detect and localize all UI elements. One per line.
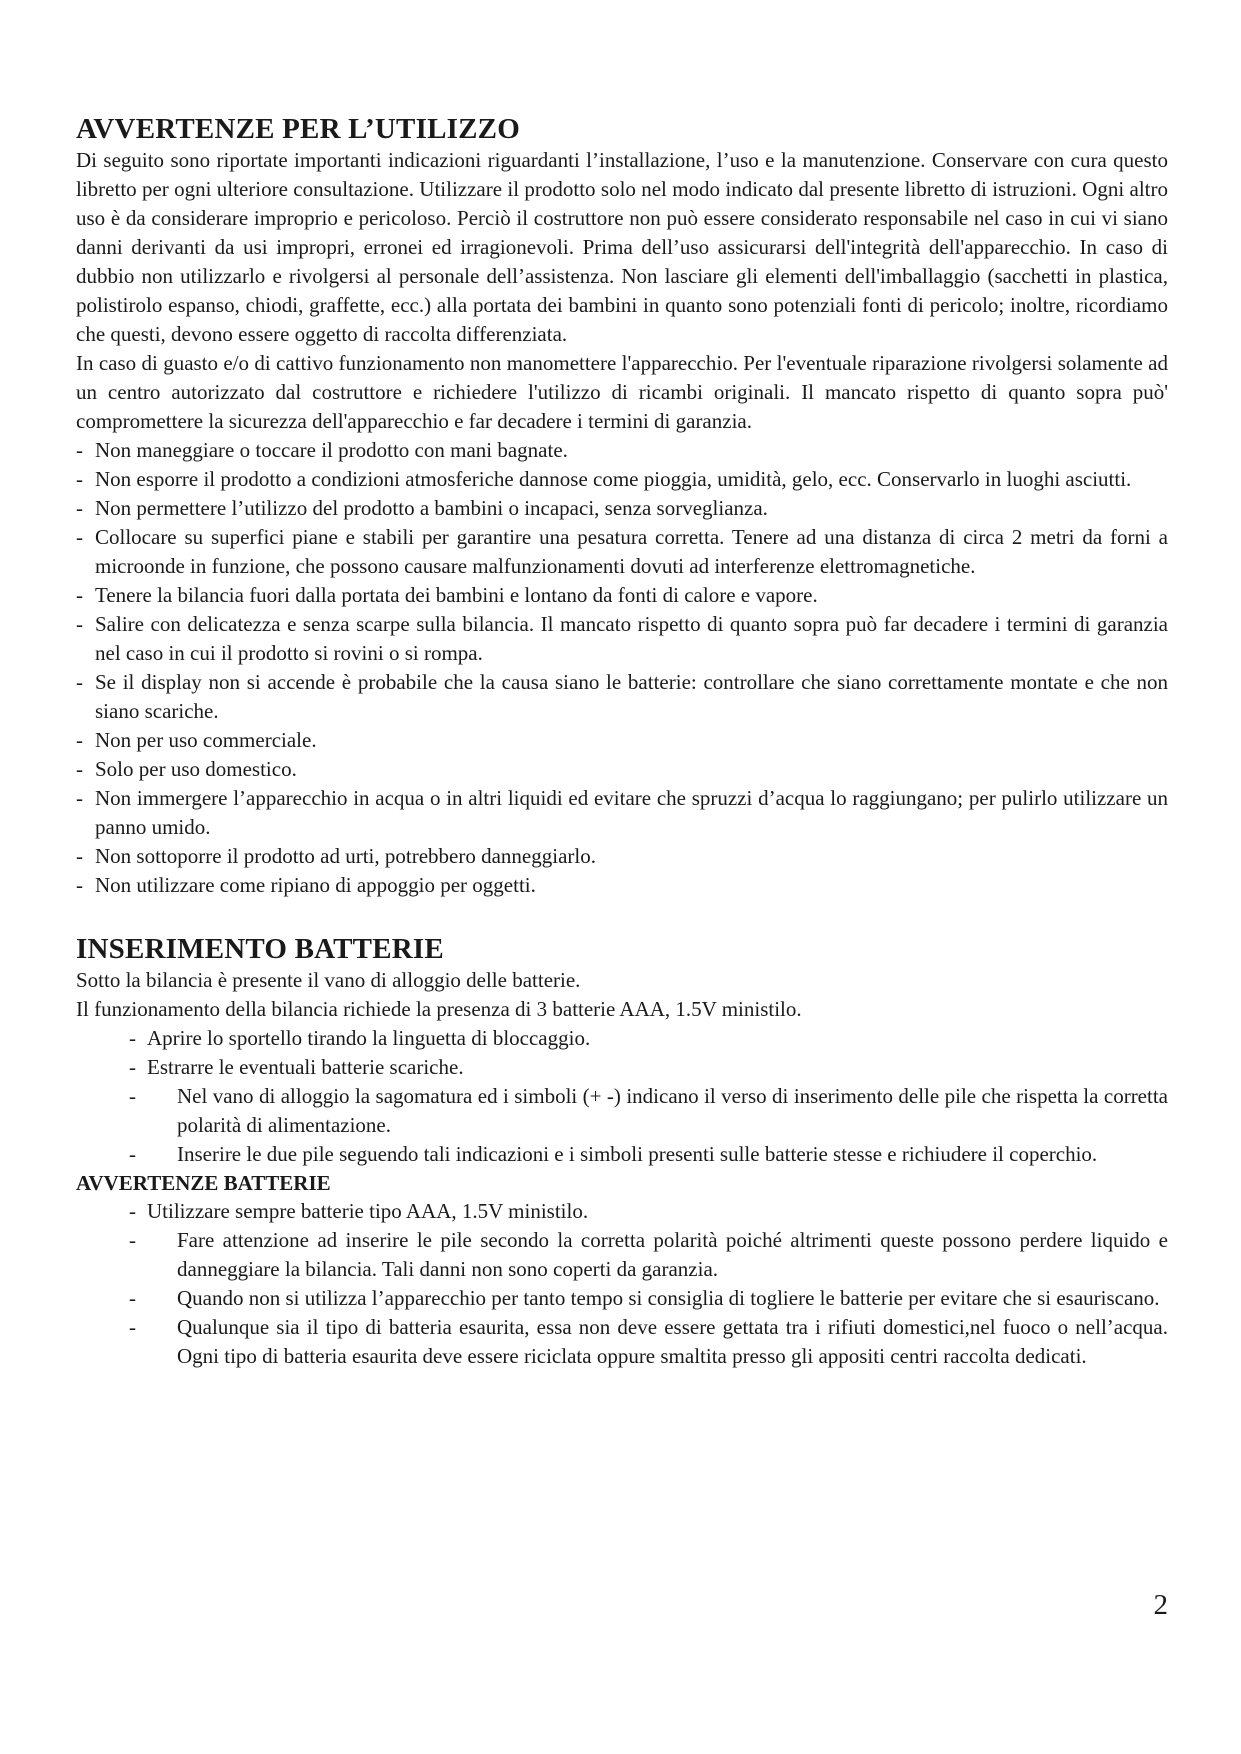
document-page <box>76 112 1168 1371</box>
list-item: - Non utilizzare come ripiano di appoggio per oggetti. <box>76 873 536 897</box>
list-item: - Non sottoporre il prodotto ad urti, potrebbero danneggiarlo. <box>76 844 596 868</box>
list-item: - Aprire lo sportello tirando la linguetta di bloccaggio. <box>129 1026 591 1050</box>
list-item: - Non permettere l’utilizzo del prodotto a bambini o incapaci, senza sorveglianza. <box>76 496 768 520</box>
list-item: - Utilizzare sempre batterie tipo AAA, 1.5V ministilo. <box>129 1199 589 1223</box>
list-item: - Quando non si utilizza l’apparecchio per tanto tempo si consiglia di togliere le batterie per evitare che si esauriscano. <box>129 1286 1160 1310</box>
list-item: - Non per uso commerciale. <box>76 728 317 752</box>
list-item: - Non maneggiare o toccare il prodotto con mani bagnate. <box>76 438 568 462</box>
list-item: - Inserire le due pile seguendo tali indicazioni e i simboli presenti sulle batterie stesse e richiudere il coperchio. <box>129 1142 1098 1166</box>
list-item: - Se il display non si accende è probabile che la causa siano le batterie: controllare che siano correttamente montate e che non siano scariche. <box>76 670 1168 723</box>
section-title-avvertenze-utilizzo: AVVERTENZE PER L’UTILIZZO <box>76 113 520 145</box>
page-number: 2 <box>1153 1589 1168 1621</box>
list-item: - Nel vano di alloggio la sagomatura ed i simboli (+ -) indicano il verso di inserimento delle pile che rispetta la corretta polarità di alimentazione. <box>129 1084 1168 1137</box>
list-item: - Tenere la bilancia fuori dalla portata dei bambini e lontano da fonti di calore e vapore. <box>76 583 818 607</box>
section-title-inserimento-batterie: INSERIMENTO BATTERIE <box>76 933 444 965</box>
list-item: - Collocare su superfici piane e stabili per garantire una pesatura corretta. Tenere ad una distanza di circa 2 metri da forni a microonde in funzione, che possono causare malfunzionamenti dovuti ad interferenze elettromagnetiche. <box>76 525 1168 578</box>
list-item: - Estrarre le eventuali batterie scariche. <box>129 1055 464 1079</box>
intro-paragraph: Di seguito sono riportate importanti indicazioni riguardanti l’installazione, l’uso e la manutenzione. Conservare con cura questo libretto per ogni ulteriore consultazione. Utilizzare il prodotto solo nel modo indicato dal presente libretto di istruzioni. Ogni altro uso è da considerare improprio e pericoloso. Perciò il costruttore non può essere considerato responsabile nel caso in cui vi siano danni derivanti da usi impropri, erronei ed irragionevoli. Prima dell’uso assicurarsi dell'integrità dell'apparecchio. In caso di dubbio non utilizzarlo e rivolgersi al personale dell’assistenza. Non lasciare gli elementi dell'imballaggio (sacchetti in plastica, polistirolo espanso, chiodi, graffette, ecc.) alla portata dei bambini in quanto sono potenziali fonti di pericolo; inoltre, ricordiamo che questi, devono essere oggetto di raccolta differenziata. <box>76 148 1168 346</box>
repair-paragraph: In caso di guasto e/o di cattivo funzionamento non manomettere l'apparecchio. Per l'eventuale riparazione rivolgersi solamente ad un centro autorizzato dal costruttore e richiedere l'utilizzo di ricambi originali. Il mancato rispetto di quanto sopra può' compromettere la sicurezza dell'apparecchio e far decadere i termini di garanzia. <box>76 351 1168 433</box>
battery-warnings-list <box>76 1197 1168 1371</box>
battery-insertion-list <box>76 1024 1168 1169</box>
list-item: - Qualunque sia il tipo di batteria esaurita, essa non deve essere gettata tra i rifiuti domestici,nel fuoco o nell’acqua. Ogni tipo di batteria esaurita deve essere riciclata oppure smaltita presso gli appositi centri raccolta dedicati. <box>129 1315 1168 1368</box>
list-item: - Non immergere l’apparecchio in acqua o in altri liquidi ed evitare che spruzzi d’acqua lo raggiungano; per pulirlo utilizzare un panno umido. <box>76 786 1168 839</box>
section-title-avvertenze-batterie: AVVERTENZE BATTERIE <box>76 1171 331 1195</box>
battery-requirement-text: Il funzionamento della bilancia richiede la presenza di 3 batterie AAA, 1.5V ministilo. <box>76 997 802 1021</box>
usage-warnings-list <box>76 436 1168 900</box>
list-item: - Salire con delicatezza e senza scarpe sulla bilancia. Il mancato rispetto di quanto sopra può far decadere i termini di garanzia nel caso in cui il prodotto si rovini o si rompa. <box>76 612 1168 665</box>
list-item: - Fare attenzione ad inserire le pile secondo la corretta polarità poiché altrimenti queste possono perdere liquido e danneggiare la bilancia. Tali danni non sono coperti da garanzia. <box>129 1228 1168 1281</box>
list-item: - Solo per uso domestico. <box>76 757 297 781</box>
battery-location-text: Sotto la bilancia è presente il vano di alloggio delle batterie. <box>76 968 581 992</box>
list-item: - Non esporre il prodotto a condizioni atmosferiche dannose come pioggia, umidità, gelo, ecc. Conservarlo in luoghi asciutti. <box>76 467 1132 491</box>
